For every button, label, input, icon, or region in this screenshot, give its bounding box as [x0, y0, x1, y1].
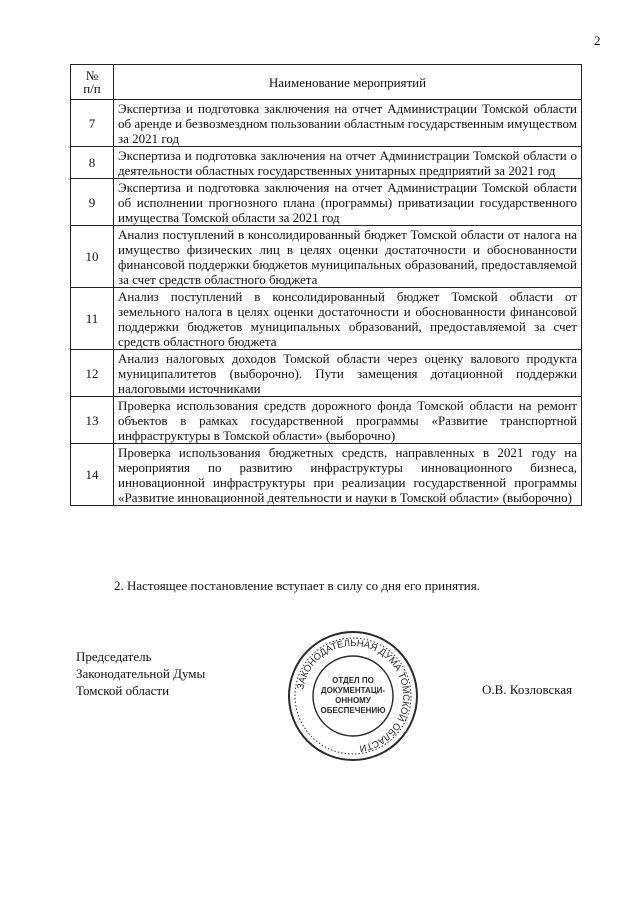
- row-number: 8: [71, 147, 114, 179]
- signatory-title-line: Председатель: [76, 649, 152, 664]
- table-row: [71, 179, 582, 226]
- stamp-ring-text: ЗАКОНОДАТЕЛЬНАЯ ДУМА ТОМСКОЙ ОБЛАСТИ: [295, 637, 412, 754]
- signatory-name: О.В. Козловская: [482, 682, 573, 697]
- signatory-title-line: Томской области: [76, 683, 170, 698]
- measures-table: [70, 64, 582, 506]
- stamp-center-line: ДОКУМЕНТАЦИ-: [320, 686, 386, 695]
- table-row: [71, 288, 582, 350]
- row-text: Анализ поступлений в консолидированный бюджет Томской области от земельного налога в целях оценки достаточности и обоснованности финансовой поддержки бюджетов муниципальных образований, предоставляемой за счет средств областного бюджета: [114, 288, 582, 350]
- row-number: 13: [71, 397, 114, 444]
- stamp-center-line: ОТДЕЛ ПО: [332, 676, 374, 685]
- table-row: [71, 100, 582, 147]
- table-row: [71, 444, 582, 506]
- signatory-title: [76, 648, 205, 699]
- table-row: [71, 350, 582, 397]
- row-text: Анализ поступлений в консолидированный бюджет Томской области от налога на имущество физических лиц в целях оценки достаточности и обоснованности финансовой поддержки бюджетов муниципальных образований, предоставляемой за счет средств областного бюджета: [114, 226, 582, 288]
- header-name: Наименование мероприятий: [114, 65, 582, 100]
- table-row: [71, 397, 582, 444]
- signatory-title-line: Законодательной Думы: [76, 666, 206, 681]
- row-number: 14: [71, 444, 114, 506]
- row-text: Экспертиза и подготовка заключения на отчет Администрации Томской области об исполнении прогнозного плана (программы) приватизации государственного имущества Томской области за 2021 год: [114, 179, 582, 226]
- row-text: Экспертиза и подготовка заключения на отчет Администрации Томской области о деятельности областных государственных унитарных предприятий за 2021 год: [114, 147, 582, 179]
- table-row: [71, 226, 582, 288]
- stamp-center-line: ОБЕСПЕЧЕНИЮ: [320, 706, 386, 715]
- page-number: 2: [594, 33, 601, 48]
- header-number: [71, 65, 114, 100]
- row-text: Проверка использования бюджетных средств, направленных в 2021 году на мероприятия по развитию инфраструктуры инновационного бизнеса, инновационной инфраструктуры при реализации государственной программы «Развитие инновационной деятельности и науки в Томской области» (выборочно): [114, 444, 582, 506]
- row-number: 9: [71, 179, 114, 226]
- row-number: 10: [71, 226, 114, 288]
- row-number: 7: [71, 100, 114, 147]
- row-text: Проверка использования средств дорожного фонда Томской области на ремонт объектов в рамках государственной программы «Развитие транспортной инфраструктуры в Томской области» (выборочно): [114, 397, 582, 444]
- row-number: 11: [71, 288, 114, 350]
- table-header-row: [71, 65, 582, 100]
- header-number-symbol: №: [85, 68, 99, 83]
- table-row: [71, 147, 582, 179]
- row-number: 12: [71, 350, 114, 397]
- decree-effective-paragraph: 2. Настоящее постановление вступает в силу со дня его принятия.: [114, 578, 480, 593]
- stamp-center-line: ОННОМУ: [335, 696, 371, 705]
- row-text: Анализ налоговых доходов Томской области через оценку валового продукта муниципалитетов (выборочно). Пути замещения дотационной поддержки налоговыми источниками: [114, 350, 582, 397]
- official-stamp: [286, 629, 420, 763]
- row-text: Экспертиза и подготовка заключения на отчет Администрации Томской области об аренде и безвозмездном пользовании областным государственным имуществом за 2021 год: [114, 100, 582, 147]
- header-number-abbrev: п/п: [83, 81, 101, 96]
